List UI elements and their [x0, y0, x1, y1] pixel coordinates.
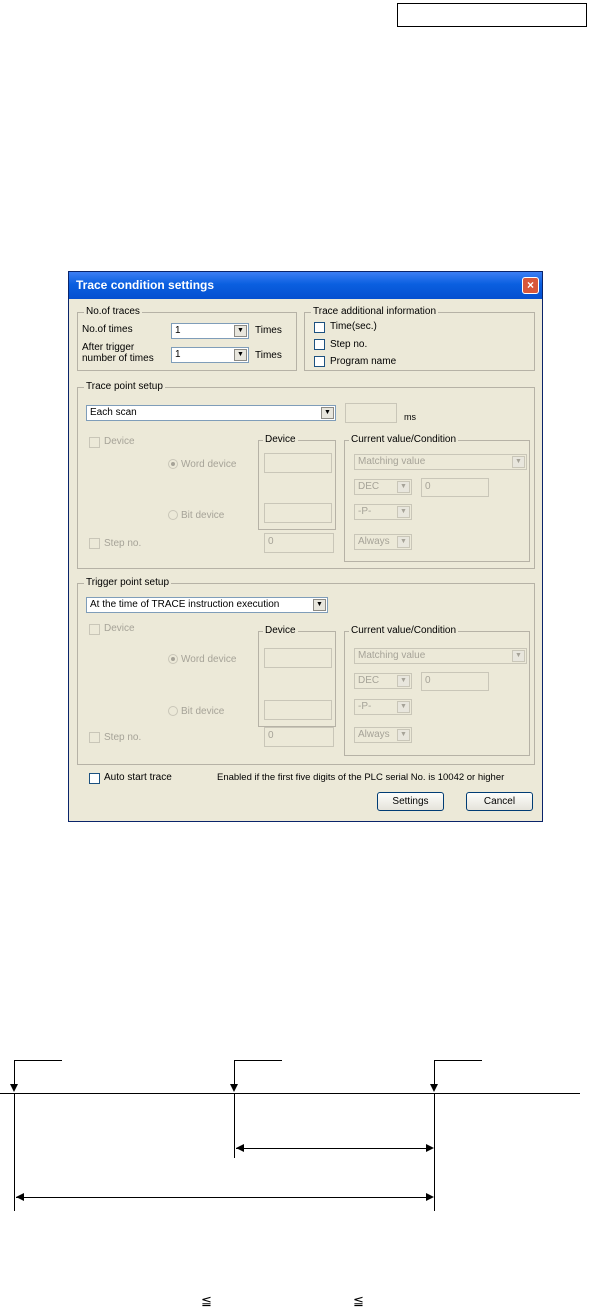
bit-device-label: Bit device [181, 510, 225, 521]
arrow-left-icon [16, 1193, 24, 1201]
device-subgroup-title: Device [265, 625, 296, 636]
leader-line [234, 1060, 235, 1086]
auto-start-checkbox[interactable] [89, 773, 100, 784]
condition-subgroup [344, 434, 530, 562]
after-trigger-label: After trigger [82, 342, 135, 353]
chevron-down-icon[interactable]: ▼ [397, 729, 410, 741]
title-bar [69, 272, 542, 299]
condition-subgroup-title: Current value/Condition [351, 434, 457, 445]
no-of-traces-group [77, 306, 297, 371]
step-no-checkbox[interactable] [89, 538, 100, 549]
chevron-down-icon[interactable]: ▼ [234, 349, 247, 361]
times-unit-2: Times [255, 350, 282, 361]
chevron-down-icon[interactable]: ▼ [397, 506, 410, 518]
step-no-label: Step no. [330, 339, 368, 350]
no-of-times-label: No.of times [82, 324, 133, 335]
bit-device-radio[interactable] [168, 706, 178, 716]
word-device-radio[interactable] [168, 654, 178, 664]
device-subgroup-title: Device [265, 434, 296, 445]
chevron-down-icon[interactable]: ▼ [321, 407, 334, 419]
tick-line [234, 1093, 235, 1158]
dec-value-input[interactable]: 0 [421, 672, 489, 691]
leader-line [434, 1060, 435, 1086]
device-subgroup [258, 625, 336, 727]
leader-line [434, 1060, 482, 1061]
chevron-down-icon[interactable]: ▼ [234, 325, 247, 337]
after-trigger-label-2: number of times [82, 353, 154, 364]
arrow-down-icon [230, 1084, 238, 1092]
trace-point-group [77, 381, 535, 569]
span-line [16, 1197, 432, 1198]
arrow-down-icon [10, 1084, 18, 1092]
step-no-check-label: Step no. [104, 538, 142, 549]
arrow-right-icon [426, 1144, 434, 1152]
leq-symbol: ≦ [353, 1293, 364, 1308]
leader-line [234, 1060, 282, 1061]
trace-mode-select[interactable]: Each scan ▼ [86, 405, 336, 421]
matching-value-select[interactable]: Matching value ▼ [354, 454, 527, 470]
device-check-label: Device [104, 436, 135, 447]
cancel-button[interactable]: Cancel [466, 792, 533, 811]
always-select[interactable]: Always ▼ [354, 727, 412, 743]
bit-device-input[interactable] [264, 700, 332, 720]
leader-line [14, 1060, 15, 1086]
chevron-down-icon[interactable]: ▼ [397, 536, 410, 548]
tick-line [434, 1093, 435, 1211]
word-device-radio[interactable] [168, 459, 178, 469]
arrow-left-icon [236, 1144, 244, 1152]
timeline [0, 1093, 580, 1094]
matching-value-select[interactable]: Matching value ▼ [354, 648, 527, 664]
trace-additional-group [304, 306, 535, 371]
word-device-label: Word device [181, 654, 237, 665]
condition-subgroup [344, 625, 530, 756]
device-subgroup [258, 434, 336, 530]
times-unit: Times [255, 325, 282, 336]
trace-point-title: Trace point setup [86, 381, 163, 392]
condition-subgroup-title: Current value/Condition [351, 625, 457, 636]
header-box [397, 3, 587, 27]
timing-diagram [0, 1060, 612, 1220]
serial-note: Enabled if the first five digits of the PLC serial No. is 10042 or higher [217, 772, 505, 783]
p-select[interactable]: -P- ▼ [354, 699, 412, 715]
trigger-point-group [77, 577, 535, 765]
bit-device-radio[interactable] [168, 510, 178, 520]
trace-additional-title: Trace additional information [313, 306, 437, 317]
arrow-down-icon [430, 1084, 438, 1092]
word-device-label: Word device [181, 459, 237, 470]
span-line [236, 1148, 432, 1149]
word-device-input[interactable] [264, 648, 332, 668]
dec-value-input[interactable]: 0 [421, 478, 489, 497]
bit-device-label: Bit device [181, 706, 225, 717]
chevron-down-icon[interactable]: ▼ [512, 650, 525, 662]
chevron-down-icon[interactable]: ▼ [397, 675, 410, 687]
step-no-checkbox[interactable] [314, 339, 325, 350]
device-checkbox[interactable] [89, 437, 100, 448]
time-label: Time(sec.) [330, 321, 377, 332]
step-no-input[interactable]: 0 [264, 727, 334, 747]
auto-start-label: Auto start trace [104, 772, 172, 783]
tick-line [14, 1093, 15, 1211]
dec-select[interactable]: DEC ▼ [354, 673, 412, 689]
trigger-mode-select[interactable]: At the time of TRACE instruction execution ▼ [86, 597, 328, 613]
chevron-down-icon[interactable]: ▼ [397, 481, 410, 493]
time-checkbox[interactable] [314, 322, 325, 333]
dec-select[interactable]: DEC ▼ [354, 479, 412, 495]
chevron-down-icon[interactable]: ▼ [397, 701, 410, 713]
program-name-label: Program name [330, 356, 397, 367]
bit-device-input[interactable] [264, 503, 332, 523]
interval-ms-input[interactable] [345, 403, 397, 423]
device-checkbox[interactable] [89, 624, 100, 635]
arrow-right-icon [426, 1193, 434, 1201]
trigger-point-title: Trigger point setup [86, 577, 170, 588]
chevron-down-icon[interactable]: ▼ [512, 456, 525, 468]
settings-button[interactable]: Settings [377, 792, 444, 811]
word-device-input[interactable] [264, 453, 332, 473]
program-name-checkbox[interactable] [314, 356, 325, 367]
step-no-input[interactable]: 0 [264, 533, 334, 553]
trace-condition-dialog [68, 271, 543, 822]
leq-symbol: ≦ [201, 1293, 212, 1308]
step-no-checkbox[interactable] [89, 732, 100, 743]
chevron-down-icon[interactable]: ▼ [313, 599, 326, 611]
after-trigger-select[interactable]: 1 ▼ [171, 347, 249, 363]
no-of-times-select[interactable]: 1 ▼ [171, 323, 249, 339]
dialog-title: Trace condition settings [76, 278, 215, 292]
no-of-traces-title: No.of traces [86, 306, 140, 317]
leader-line [14, 1060, 62, 1061]
close-button[interactable]: × [522, 277, 539, 294]
always-select[interactable]: Always ▼ [354, 534, 412, 550]
ms-unit: ms [404, 412, 416, 422]
step-no-check-label: Step no. [104, 732, 142, 743]
device-check-label: Device [104, 623, 135, 634]
p-select[interactable]: -P- ▼ [354, 504, 412, 520]
